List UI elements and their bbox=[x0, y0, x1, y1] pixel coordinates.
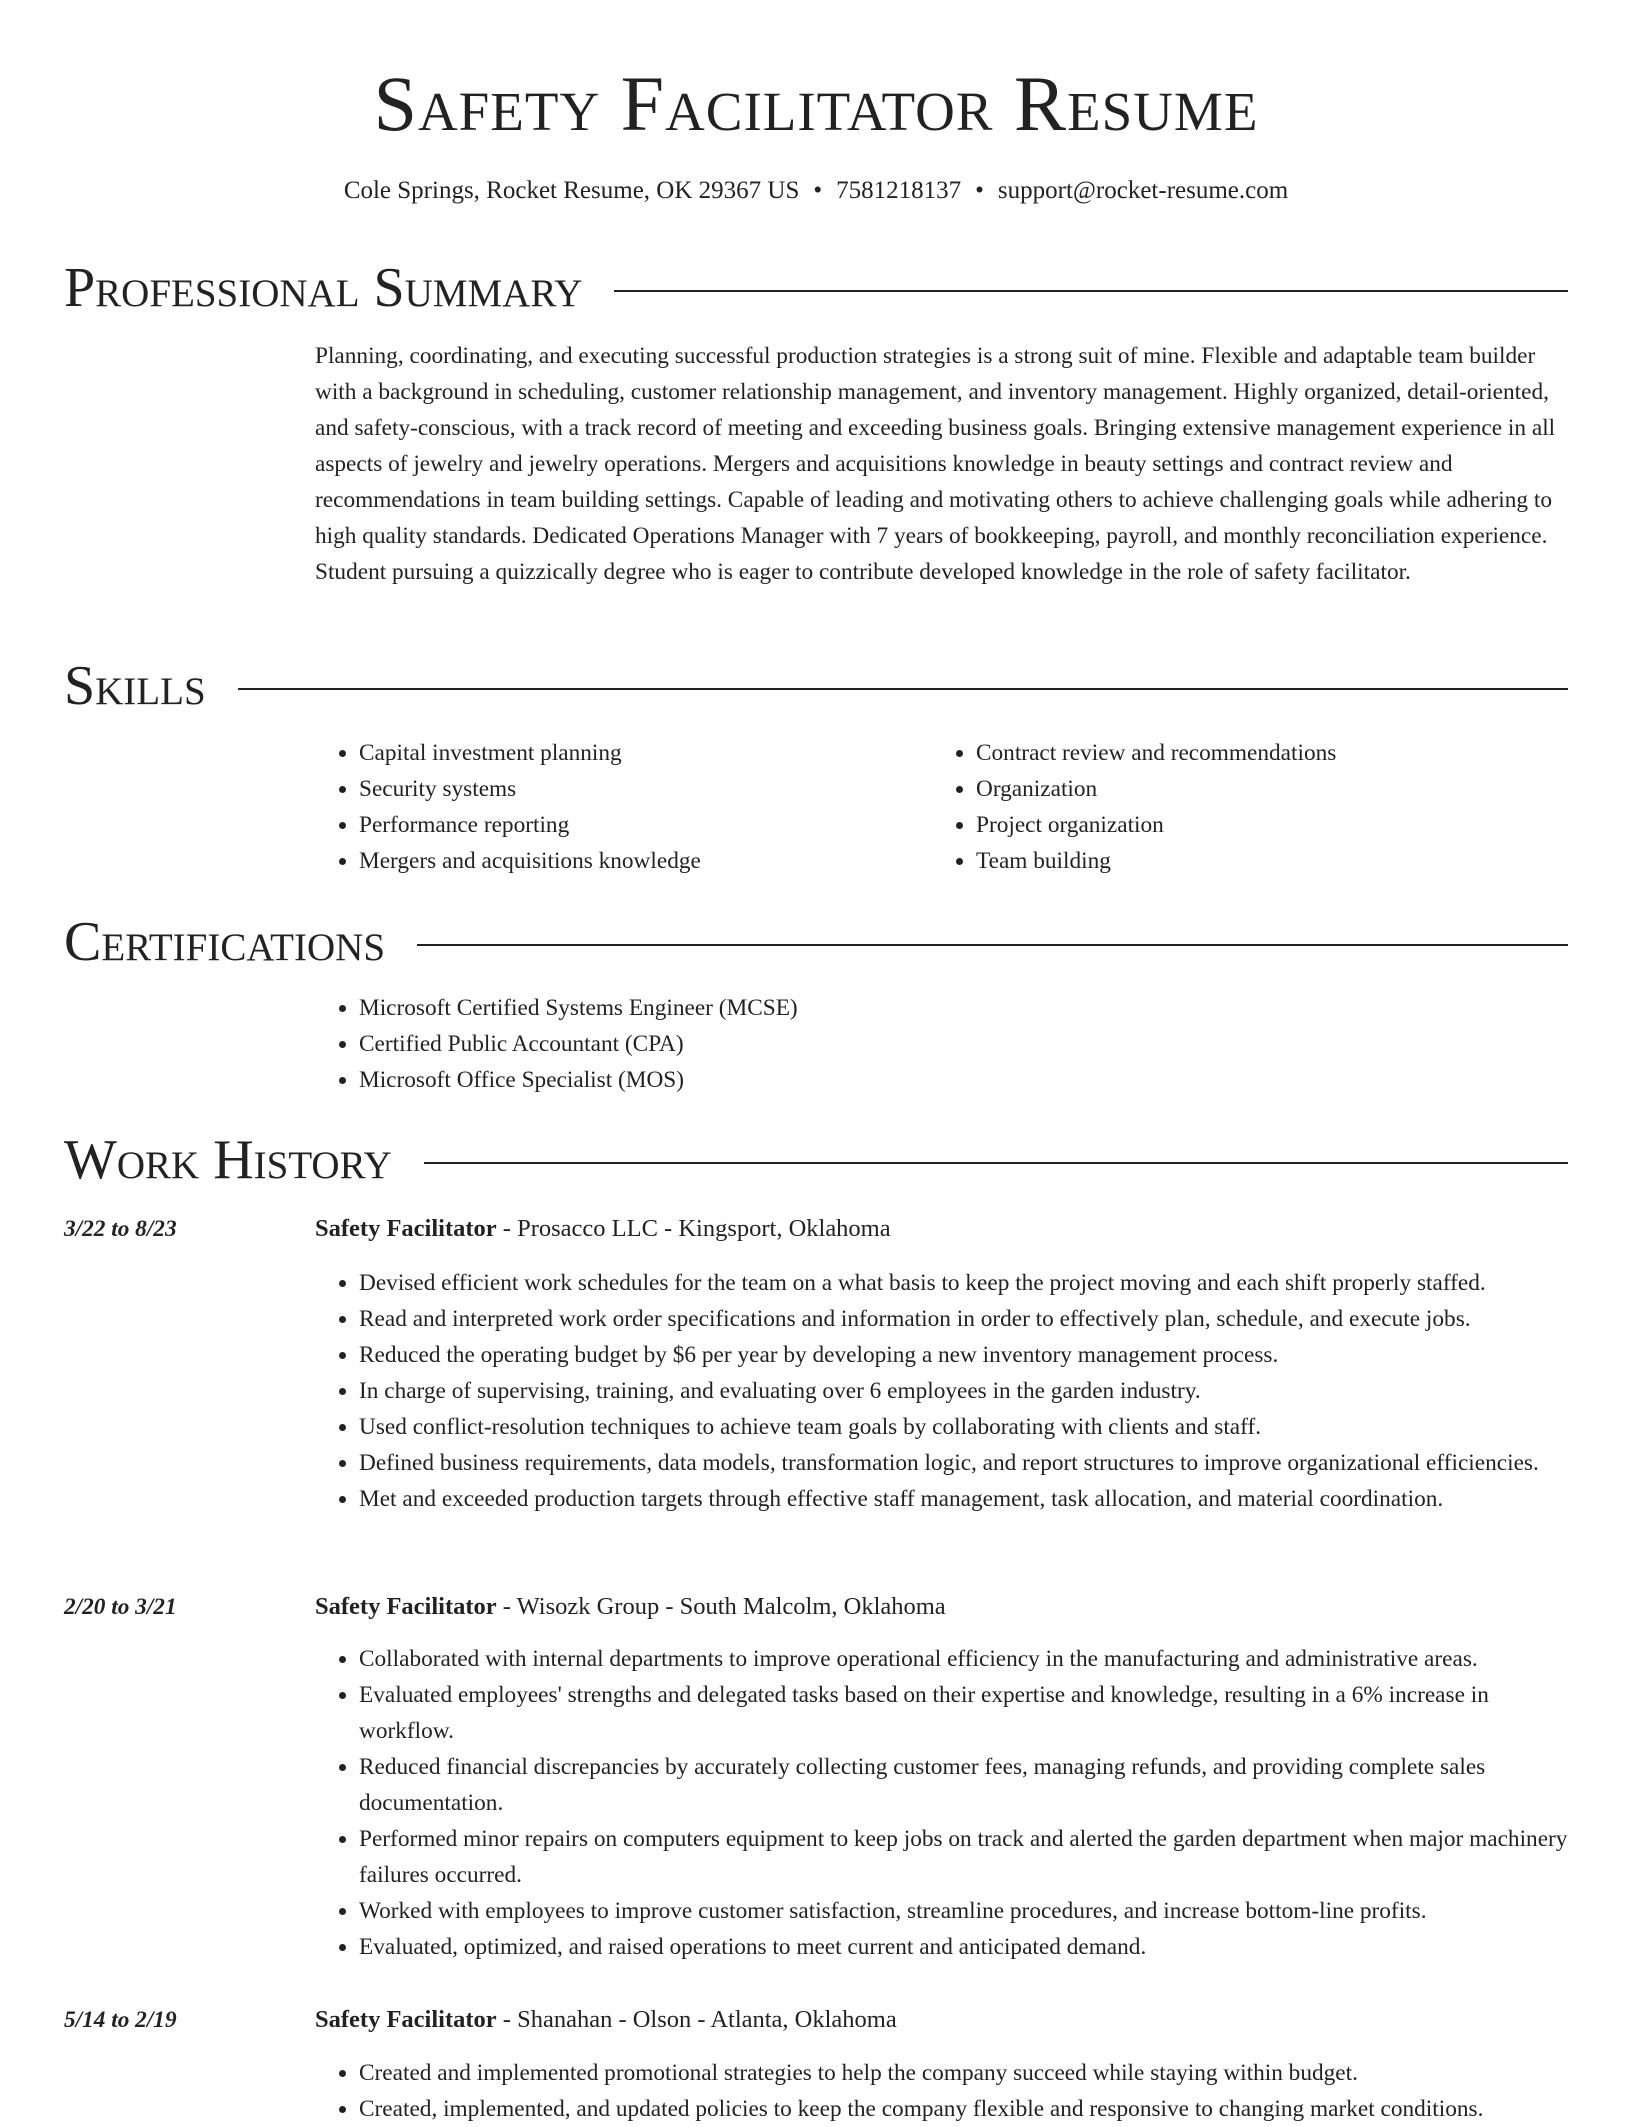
skill-item: • Mergers and acquisitions knowledge bbox=[359, 843, 915, 879]
contact-separator: • bbox=[813, 177, 823, 204]
job-employer-location: - Shanahan - Olson - Atlanta, Oklahoma bbox=[496, 2006, 897, 2033]
contact-phone: 7581218137 bbox=[836, 177, 962, 204]
skills-left-column bbox=[315, 735, 915, 879]
job-dates: 2/20 to 3/21 bbox=[64, 1594, 177, 1620]
job-bullet: • Defined business requirements, data models, transformation logic, and report structures to improve organizational efficiencies. bbox=[359, 1445, 1575, 1481]
job-bullet: • Worked with employees to improve customer satisfaction, streamline procedures, and increase bottom-line profits. bbox=[359, 1893, 1575, 1929]
contact-address: Cole Springs, Rocket Resume, OK 29367 US bbox=[343, 177, 800, 204]
job-bullet: • Read and interpreted work order specifications and information in order to effectively plan, schedule, and execute jobs. bbox=[359, 1301, 1575, 1337]
job-bullet: • Created, implemented, and updated policies to keep the company flexible and responsive to changing market conditions. bbox=[359, 2091, 1575, 2127]
certifications-list bbox=[315, 990, 1570, 1098]
section-divider bbox=[417, 944, 1568, 946]
work-history-heading: Work History bbox=[64, 1129, 392, 1191]
section-divider bbox=[238, 688, 1568, 690]
skill-item: • Project organization bbox=[976, 807, 1568, 843]
certification-item: • Microsoft Office Specialist (MOS) bbox=[359, 1062, 1570, 1098]
skill-item: • Organization bbox=[976, 771, 1568, 807]
job-role: Safety Facilitator bbox=[315, 1215, 497, 1242]
certification-item: • Certified Public Accountant (CPA) bbox=[359, 1026, 1570, 1062]
summary-text: Planning, coordinating, and executing successful production strategies is a strong suit of mine. Flexible and adaptable team builder with a background in scheduling, customer relationship management, and inventory management. Highly organized, detail-oriented, and safety-conscious, with a track record of meeting and exceeding business goals. Bringing extensive management experience in all aspects of jewelry and jewelry operations. Mergers and acquisitions knowledge in beauty settings and contract review and recommendations in team building settings. Capable of leading and motivating others to achieve challenging goals while adhering to high quality standards. Dedicated Operations Manager with 7 years of bookkeeping, payroll, and monthly reconciliation experience. Student pursuing a quizzically degree who is eager to contribute developed knowledge in the role of safety facilitator. bbox=[315, 343, 1556, 585]
skills-section-header bbox=[64, 654, 1568, 718]
skill-item: • Security systems bbox=[359, 771, 915, 807]
skill-item: • Contract review and recommendations bbox=[976, 735, 1568, 771]
skill-item: • Performance reporting bbox=[359, 807, 915, 843]
skills-right-column bbox=[932, 735, 1568, 879]
section-divider bbox=[424, 1162, 1568, 1164]
resume-title: Safety Facilitator Resume bbox=[373, 60, 1259, 147]
certifications-section-header bbox=[64, 910, 1568, 974]
job-heading bbox=[315, 1211, 1575, 1247]
summary-heading: Professional Summary bbox=[64, 257, 583, 319]
job-dates: 3/22 to 8/23 bbox=[64, 1216, 177, 1242]
job-dates: 5/14 to 2/19 bbox=[64, 2007, 177, 2033]
job-role: Safety Facilitator bbox=[315, 1593, 497, 1620]
job-bullet: • Created and implemented promotional strategies to help the company succeed while staying within budget. bbox=[359, 2055, 1575, 2091]
job-responsibilities bbox=[315, 1641, 1575, 1965]
job-bullet: • Reduced the operating budget by $6 per year by developing a new inventory management process. bbox=[359, 1337, 1575, 1373]
job-bullet: • Used conflict-resolution techniques to achieve team goals by collaborating with clients and staff. bbox=[359, 1409, 1575, 1445]
job-bullet: • Met and exceeded production targets through effective staff management, task allocation, and material coordination. bbox=[359, 1481, 1575, 1517]
job-role: Safety Facilitator bbox=[315, 2006, 497, 2033]
job-bullet: • Devised efficient work schedules for the team on a what basis to keep the project moving and each shift properly staffed. bbox=[359, 1265, 1575, 1301]
job-bullet: • Performed minor repairs on computers equipment to keep jobs on track and alerted the garden department when major machinery failures occurred. bbox=[359, 1821, 1575, 1893]
job-responsibilities bbox=[315, 2055, 1575, 2127]
skill-item: • Capital investment planning bbox=[359, 735, 915, 771]
job-bullet: • Collaborated with internal departments to improve operational efficiency in the manufacturing and administrative areas. bbox=[359, 1641, 1575, 1677]
contact-separator: • bbox=[975, 177, 984, 204]
contact-line bbox=[0, 174, 1632, 208]
job-bullet: • Reduced financial discrepancies by accurately collecting customer fees, managing refunds, and providing complete sales documentation. bbox=[359, 1749, 1575, 1821]
job-bullet: • Evaluated employees' strengths and delegated tasks based on their expertise and knowledge, resulting in a 6% increase in workflow. bbox=[359, 1677, 1575, 1749]
summary-section-header bbox=[64, 256, 1568, 320]
contact-email[interactable]: support@rocket-resume.com bbox=[997, 177, 1289, 204]
certification-item: • Microsoft Certified Systems Engineer (MCSE) bbox=[359, 990, 1570, 1026]
job-bullet: • Evaluated, optimized, and raised operations to meet current and anticipated demand. bbox=[359, 1929, 1575, 1965]
job-heading bbox=[315, 2002, 1575, 2038]
skills-heading: Skills bbox=[64, 655, 206, 717]
skill-item: • Team building bbox=[976, 843, 1568, 879]
job-bullet: • In charge of supervising, training, and evaluating over 6 employees in the garden industry. bbox=[359, 1373, 1575, 1409]
section-divider bbox=[614, 290, 1568, 292]
job-heading bbox=[315, 1589, 1575, 1625]
job-employer-location: - Wisozk Group - South Malcolm, Oklahoma bbox=[496, 1593, 946, 1620]
job-responsibilities bbox=[315, 1265, 1575, 1517]
certifications-heading: Certifications bbox=[64, 911, 386, 973]
work-history-section-header bbox=[64, 1128, 1568, 1192]
job-employer-location: - Prosacco LLC - Kingsport, Oklahoma bbox=[496, 1215, 891, 1242]
